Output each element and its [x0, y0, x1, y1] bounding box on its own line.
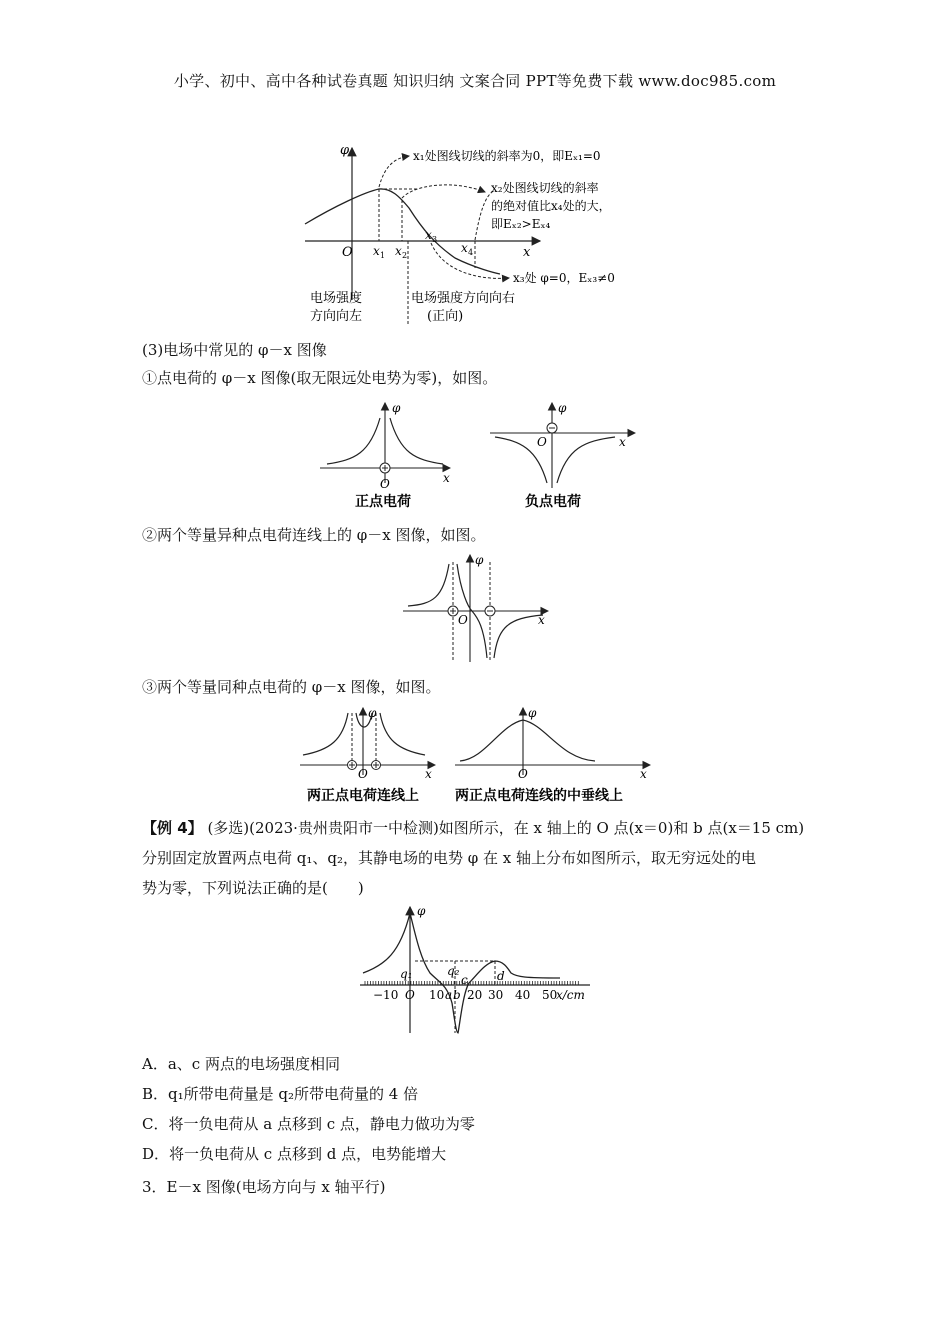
svg-text:φ: φ	[528, 706, 537, 720]
svg-text:c: c	[461, 973, 468, 987]
example-4-line-1: 【例 4】 (多选)(2023·贵州贵阳市一中检测)如图所示，在 x 轴上的 O 点(x＝0)和 b 点(x＝15 cm)	[142, 819, 805, 837]
note-x2-c: 即Eₓ₂>Eₓ₄	[491, 217, 551, 231]
figure-example-4-chart	[355, 903, 595, 1038]
svg-text:O: O	[537, 435, 547, 449]
note-x1: x₁处图线切线的斜率为0，即Eₓ₁=0	[413, 149, 601, 163]
figure-phi-x-slope	[295, 140, 655, 330]
svg-text:4: 4	[468, 248, 474, 257]
option-D: D．将一负电荷从 c 点移到 d 点，电势能增大	[142, 1145, 447, 1163]
option-A: A．a、c 两点的电场强度相同	[142, 1055, 340, 1073]
svg-text:x/cm: x/cm	[556, 988, 585, 1002]
negative-right-curve	[557, 437, 615, 483]
figure-point-charges	[315, 398, 645, 513]
svg-text:(正向): (正向)	[427, 309, 464, 324]
svg-text:x: x	[395, 244, 402, 258]
svg-text:电场强度: 电场强度	[310, 291, 363, 306]
svg-text:x: x	[461, 241, 468, 255]
figure-opposite-charges	[398, 552, 558, 664]
axis-phi-label: φ	[340, 143, 350, 158]
svg-text:40: 40	[515, 988, 531, 1002]
note-x2-b: 的绝对值比x₄处的大，	[491, 199, 611, 213]
example-4-line-3: 势为零，下列说法正确的是( )	[142, 879, 364, 897]
svg-text:O: O	[518, 767, 528, 781]
svg-text:φ: φ	[475, 553, 484, 567]
caption-positive: 正点电荷	[355, 494, 411, 510]
option-B: B．q₁所带电荷量是 q₂所带电荷量的 4 倍	[142, 1085, 419, 1103]
positive-left-curve	[327, 418, 380, 464]
item-1: ①点电荷的 φ－x 图像(取无限远处电势为零)，如图。	[142, 369, 498, 387]
svg-text:d: d	[497, 969, 505, 983]
svg-text:x: x	[425, 228, 432, 242]
svg-text:a: a	[445, 988, 453, 1002]
note-x2-a: x₂处图线切线的斜率	[491, 181, 599, 195]
section-3-title: (3)电场中常见的 φ－x 图像	[142, 341, 327, 359]
svg-text:3: 3	[432, 235, 438, 244]
svg-text:O: O	[358, 767, 368, 781]
svg-text:方向向左: 方向向左	[310, 309, 363, 324]
svg-text:2: 2	[402, 251, 408, 260]
caption-negative: 负点电荷	[525, 494, 581, 510]
section-E-x-title: 3．E－x 图像(电场方向与 x 轴平行)	[142, 1178, 386, 1196]
figure-like-charges	[295, 705, 655, 805]
svg-text:O: O	[380, 477, 390, 491]
svg-text:−10: −10	[373, 988, 399, 1002]
svg-text:10: 10	[429, 988, 445, 1002]
svg-text:x: x	[373, 244, 380, 258]
svg-text:x: x	[425, 767, 432, 781]
caption-line-between: 两正点电荷连线上	[307, 788, 419, 804]
svg-text:φ: φ	[417, 904, 426, 918]
svg-text:x: x	[443, 471, 450, 485]
page-header: 小学、初中、高中各种试卷真题 知识归纳 文案合同 PPT等免费下载 www.doc985.com	[173, 72, 777, 90]
option-C: C．将一负电荷从 a 点移到 c 点，静电力做功为零	[142, 1115, 475, 1133]
svg-text:q₂: q₂	[447, 964, 460, 978]
note-x3: x₃处 φ=0，Eₓ₃≠0	[513, 271, 615, 285]
svg-text:b: b	[453, 988, 461, 1002]
svg-text:φ: φ	[558, 401, 567, 415]
svg-text:O: O	[405, 988, 415, 1002]
item-2: ②两个等量异种点电荷连线上的 φ－x 图像，如图。	[142, 526, 486, 544]
example-4-line-2: 分别固定放置两点电荷 q₁、q₂，其静电场的电势 φ 在 x 轴上分布如图所示，取无穷远处的电	[142, 849, 757, 867]
svg-text:1: 1	[380, 251, 386, 260]
svg-text:x: x	[619, 435, 626, 449]
svg-text:x: x	[538, 613, 545, 627]
item-3: ③两个等量同种点电荷的 φ－x 图像，如图。	[142, 678, 441, 696]
svg-text:φ: φ	[392, 401, 401, 415]
origin-label: O	[342, 245, 353, 260]
svg-text:50: 50	[542, 988, 558, 1002]
svg-text:电场强度方向向右: 电场强度方向向右	[411, 291, 516, 306]
svg-text:O: O	[458, 613, 468, 627]
svg-text:20: 20	[467, 988, 483, 1002]
svg-text:q₁: q₁	[400, 967, 413, 981]
axis-x-label: x	[523, 245, 531, 260]
svg-text:30: 30	[488, 988, 504, 1002]
svg-text:x: x	[640, 767, 647, 781]
positive-right-curve	[390, 418, 443, 464]
caption-bisector: 两正点电荷连线的中垂线上	[455, 788, 623, 804]
svg-text:φ: φ	[368, 706, 377, 720]
